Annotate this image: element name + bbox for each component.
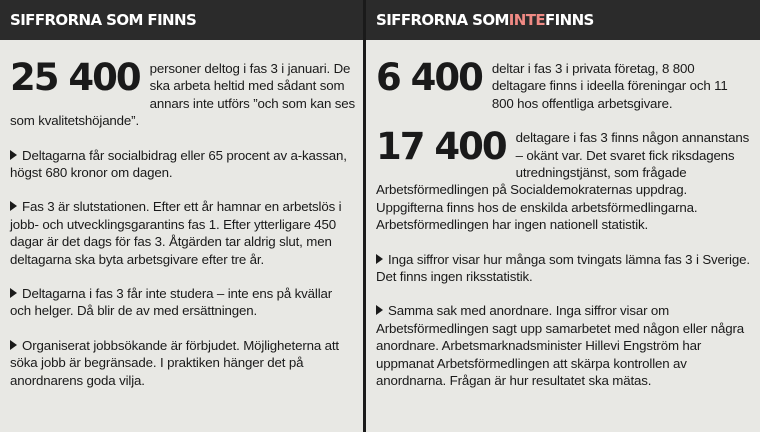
right-bullet-2-text: Samma sak med anordnare. Inga siffror visar om Arbetsförmedlingen sagt upp samarbetet med någon eller några anordnare. Arbetsmarknadsminister Hillevi Engström har uppmanat Arbetsförmedlingen att skärpa kontrollen av anordnarna. Frågan är hur resultatet ska mätas. [376, 303, 744, 389]
left-lead-number: 25 400 [10, 56, 140, 99]
right-bullet-1-text: Inga siffror visar hur många som tvingats lämna fas 3 i Sverige. Det finns ingen riksstatistik. [376, 251, 750, 285]
left-bullet-3 [10, 285, 355, 320]
left-bullet-3-text: Deltagarna i fas 3 får inte studera – inte ens på kvällar och helger. Då blir de av med ersättningen. [10, 286, 333, 319]
left-content [0, 40, 363, 389]
left-column [0, 0, 363, 432]
triangle-bullet-icon [10, 201, 17, 211]
right-content [366, 40, 760, 390]
left-heading [0, 0, 363, 40]
right-lead-1-text: deltar i fas 3 i privata företag, 8 800 deltagare finns i ideella föreningar och 11 800 hos offentliga arbetsgivare. [491, 61, 728, 111]
right-bullet-2 [376, 302, 752, 389]
triangle-bullet-icon [376, 254, 383, 264]
right-heading-pre: SIFFRORNA SOM [376, 11, 509, 29]
right-lead-1-number: 6 400 [376, 56, 482, 99]
left-bullet-1 [10, 147, 355, 182]
left-heading-text: SIFFRORNA SOM FINNS [10, 11, 197, 29]
left-bullet-1-text: Deltagarna får socialbidrag eller 65 procent av a-kassan, högst 680 kronor om dagen. [10, 147, 347, 181]
right-lead-1 [376, 56, 752, 112]
triangle-bullet-icon [10, 288, 17, 298]
triangle-bullet-icon [10, 340, 17, 350]
left-lead-text: personer deltog i fas 3 i januari. De ska arbeta heltid med sådant som annars inte utförs ”och som kan ses som kvalitetshöjande”. [10, 61, 355, 129]
left-bullet-4 [10, 337, 355, 389]
left-lead [10, 56, 355, 130]
right-heading-post: FINNS [545, 11, 594, 29]
right-lead-2-number: 17 400 [376, 125, 506, 169]
right-heading [366, 0, 760, 40]
right-column [366, 0, 760, 432]
right-lead-2 [376, 125, 752, 233]
left-bullet-2-text: Fas 3 är slutstationen. Efter ett år hamnar en arbetslös i jobb- och utvecklingsgarantins fas 1. Efter ytterligare 450 dagar är det dags för fas 3. Åtgärden tar aldrig slut, men deltagarna ska byta arbetsgivare efter tre år. [10, 199, 342, 267]
left-bullet-4-text: Organiserat jobbsökande är förbjudet. Möjligheterna att söka jobb är begränsade. I praktiken hänger det på anordnarens goda vilja. [10, 337, 339, 388]
right-heading-accent: INTE [508, 11, 546, 29]
right-lead-2-text: deltagare i fas 3 finns någon annanstans – okänt var. Det svaret fick riksdagens utredningstjänst, som frågade Arbetsförmedlingen på Socialdemokraternas uppdrag. Uppgifterna finns hos de enskilda arbetsförmedlingarna. Arbetsförmedlingen har ingen nationell statistik. [376, 130, 750, 233]
triangle-bullet-icon [10, 150, 17, 160]
right-bullet-1 [376, 251, 752, 286]
left-bullet-2 [10, 198, 355, 268]
triangle-bullet-icon [376, 305, 383, 315]
